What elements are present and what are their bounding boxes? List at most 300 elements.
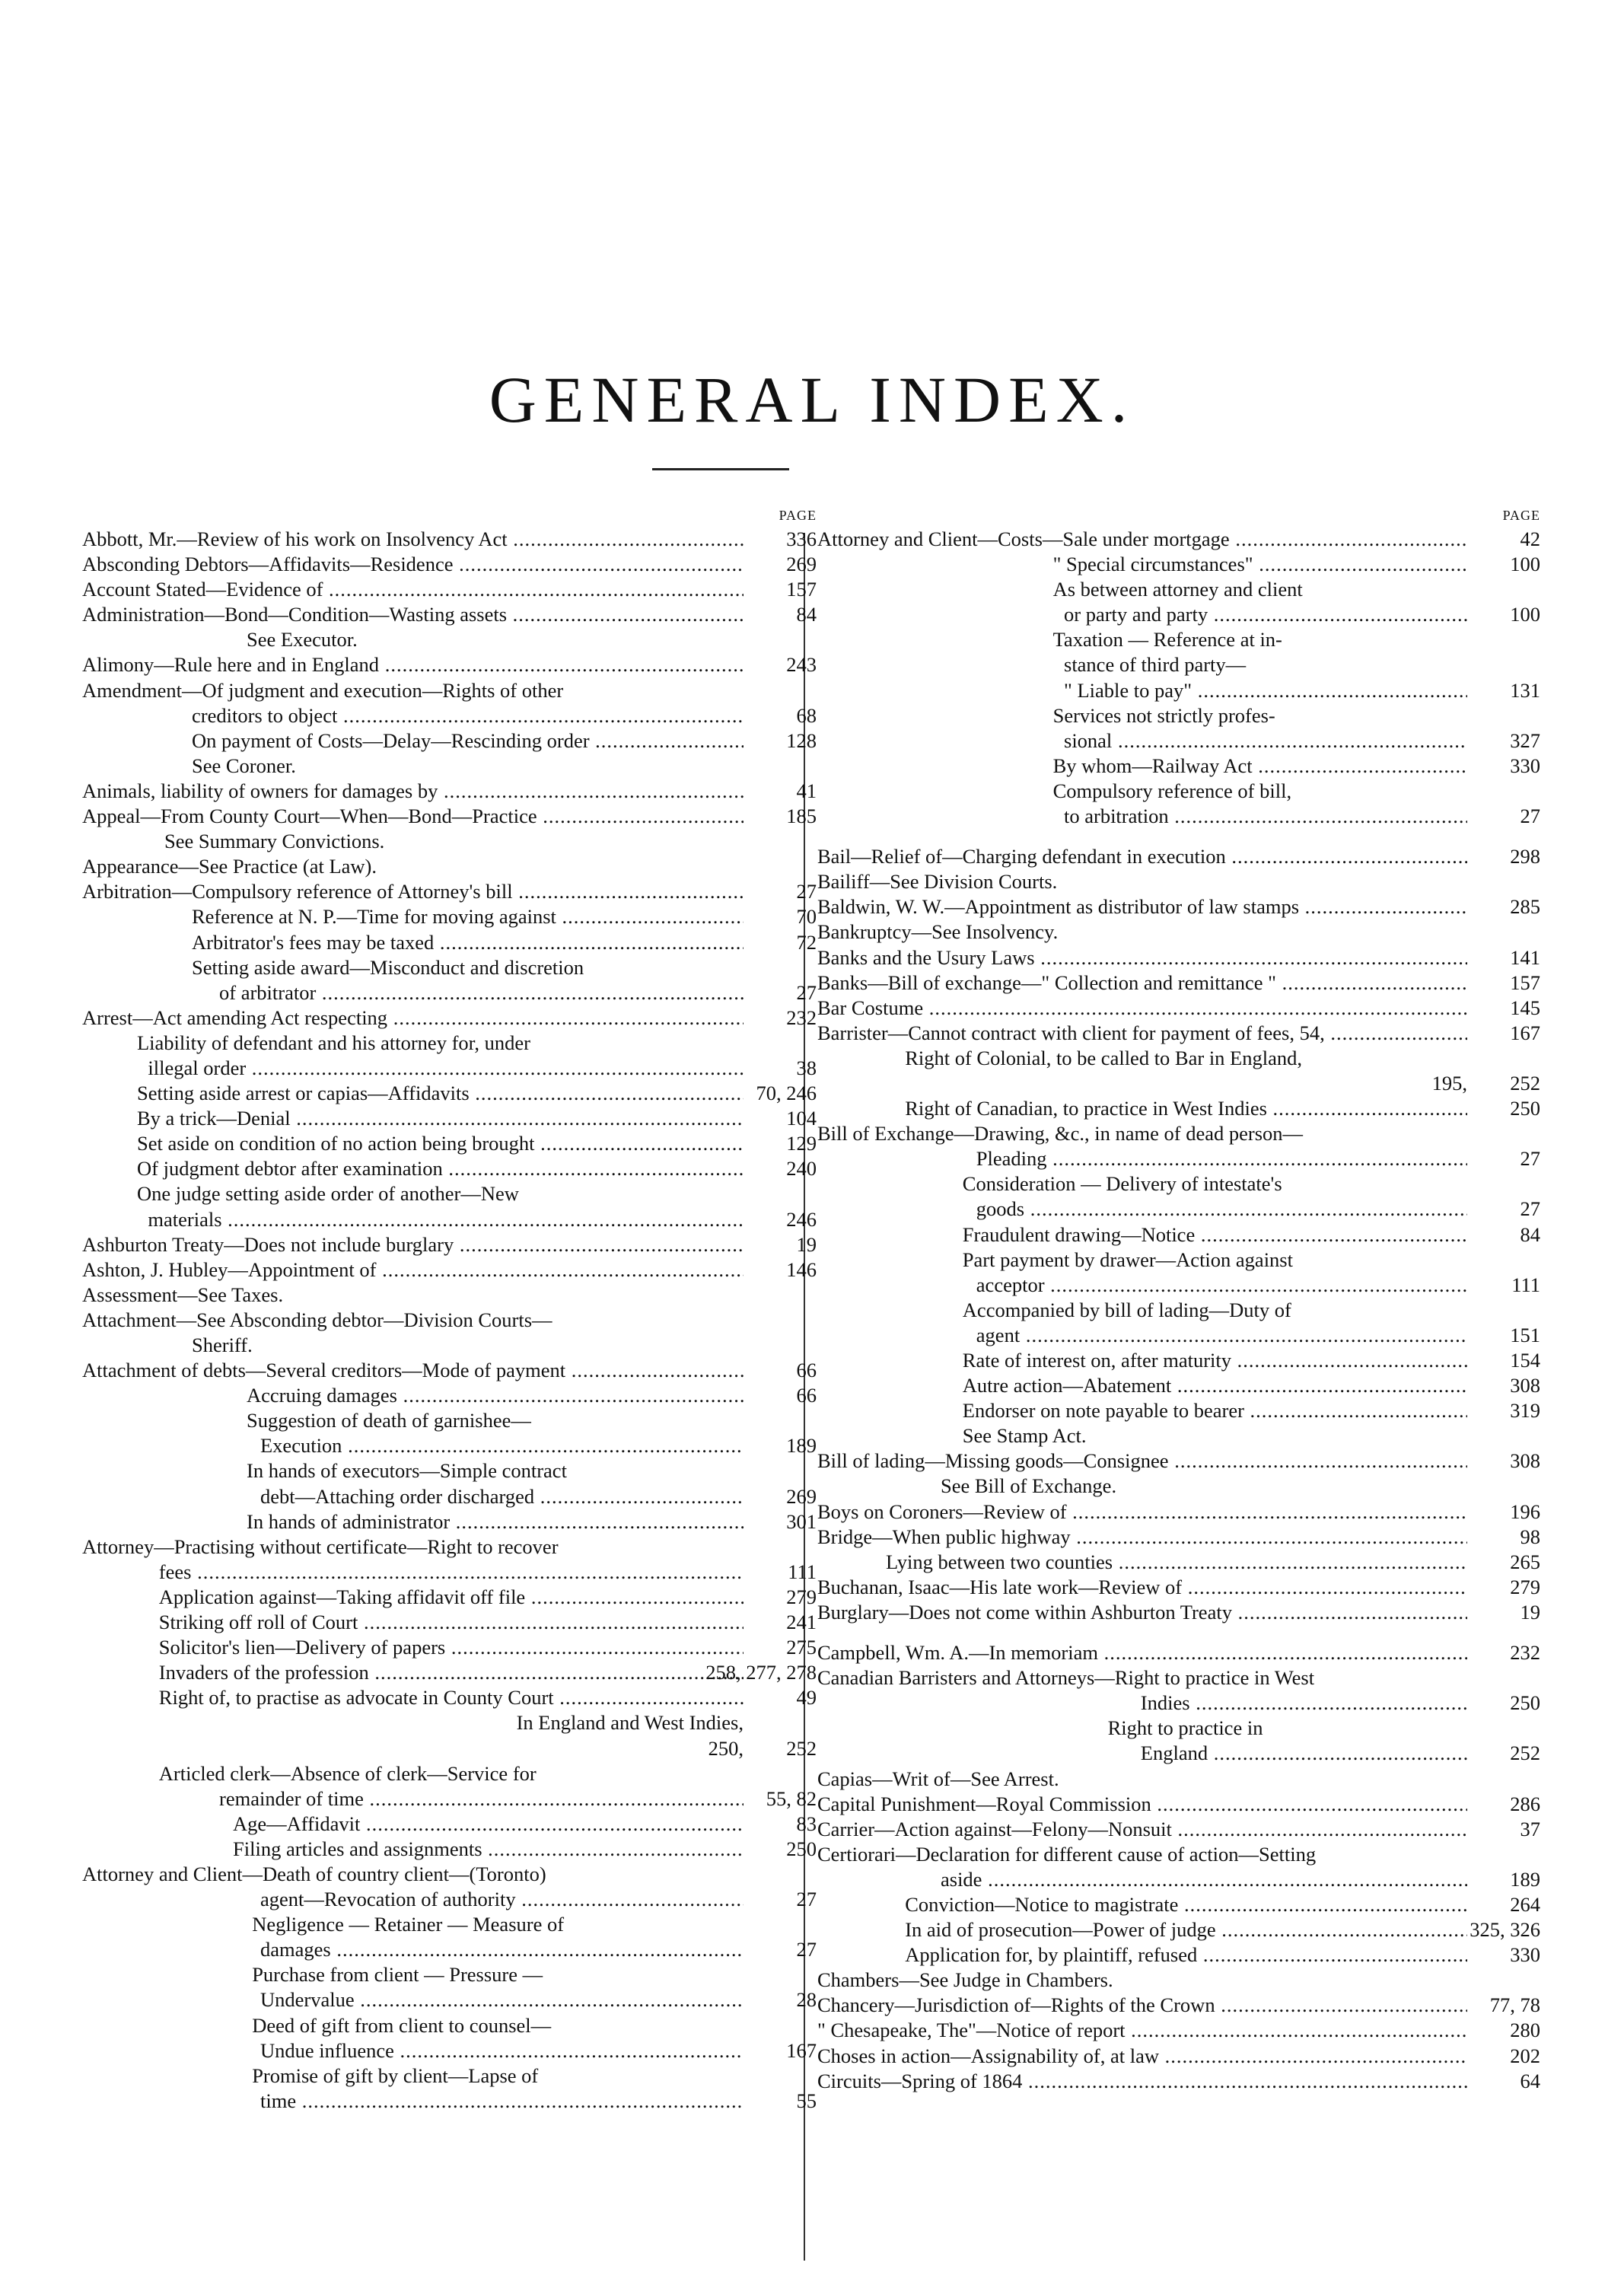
index-entries-left (82, 527, 817, 2114)
entry-page-number: 77, 78 (1489, 1993, 1540, 2017)
entry-text: damages ..... (260, 1937, 744, 1962)
index-entry (82, 552, 817, 577)
entry-text: Ashton, J. Hubley—Appointment of ..... (82, 1257, 744, 1283)
entry-page-number: 19 (796, 1232, 817, 1256)
index-entry (817, 1867, 1540, 1892)
entry-page-number: 38 (796, 1056, 817, 1079)
entry-text: Reference at N. P.—Time for moving against ..... (192, 904, 744, 929)
index-entry (82, 1736, 817, 1761)
section-gap (817, 829, 1540, 844)
entry-text: fees ..... (159, 1560, 744, 1585)
index-entry (82, 955, 817, 980)
entry-page-number: 325, 326 (1470, 1918, 1540, 1942)
entry-text: Conviction—Notice to magistrate ..... (905, 1892, 1467, 1917)
entry-text: Deed of gift from client to counsel— (252, 2013, 552, 2037)
entry-page-number: 70, 246 (756, 1082, 817, 1105)
entry-page-number: 128 (786, 728, 817, 752)
entry-text: Application for, by plaintiff, refused ..... (905, 1942, 1467, 1968)
entry-text: creditors to object ..... (192, 703, 744, 728)
entry-text: Alimony—Rule here and in England ..... (82, 652, 744, 677)
index-entry (817, 1323, 1540, 1348)
entry-page-number: 37 (1520, 1817, 1540, 1840)
entry-page-number: 129 (786, 1132, 817, 1155)
index-entry (817, 2069, 1540, 2094)
entry-text: Assessment—See Taxes. (82, 1283, 284, 1306)
index-entry (82, 527, 817, 552)
index-entry (817, 996, 1540, 1021)
entry-text: As between attorney and client (1052, 578, 1303, 601)
entry-text: Setting aside award—Misconduct and discretion (192, 955, 584, 979)
index-entry (817, 1600, 1540, 1625)
index-entry (82, 1509, 817, 1534)
entry-text: Arbitrator's fees may be taxed ..... (192, 930, 744, 955)
index-entry (817, 1474, 1540, 1499)
entry-text: Bar Costume ..... (817, 996, 1467, 1021)
entry-text: Invaders of the profession ..... (159, 1660, 744, 1685)
index-entry (82, 1383, 817, 1408)
index-entry (82, 1156, 817, 1181)
index-entry (82, 1358, 817, 1383)
entry-text: Choses in action—Assignability of, at law ..... (817, 2044, 1467, 2069)
index-entry (817, 2018, 1540, 2043)
index-entry (817, 527, 1540, 552)
entry-text: illegal order ..... (148, 1056, 744, 1081)
entry-page-number: 252 (1510, 1741, 1540, 1765)
entry-text: Administration—Bond—Condition—Wasting assets ..... (82, 602, 744, 627)
entry-text: Capital Punishment—Royal Commission ..... (817, 1792, 1467, 1817)
entry-page-number: 157 (786, 578, 817, 601)
entry-text: Age—Affidavit ..... (233, 1812, 744, 1837)
index-entry (817, 1171, 1540, 1197)
entry-text: Filing articles and assignments ..... (233, 1837, 744, 1862)
entry-text: Circuits—Spring of 1864 ..... (817, 2069, 1467, 2094)
entry-page-number: 269 (786, 553, 817, 576)
index-entry (82, 904, 817, 929)
entry-text: aside ..... (941, 1867, 1467, 1892)
entry-text: remainder of time ..... (219, 1786, 744, 1812)
index-entry (82, 1081, 817, 1106)
index-entry (82, 1610, 817, 1635)
index-entry (817, 1691, 1540, 1716)
entry-page-number: 246 (786, 1207, 817, 1231)
entry-text: agent ..... (976, 1323, 1467, 1348)
index-entry (82, 1056, 817, 1081)
index-entry (817, 1892, 1540, 1917)
index-entry (817, 1273, 1540, 1298)
entry-page-number: 111 (788, 1560, 817, 1583)
index-entry (817, 627, 1540, 652)
index-entry (82, 1635, 817, 1660)
index-entry (82, 678, 817, 703)
left-column (82, 504, 817, 2114)
index-entry (817, 1525, 1540, 1550)
entry-text: One judge setting aside order of another—New (137, 1182, 519, 1206)
entry-text: Campbell, Wm. A.—In memoriam ..... (817, 1640, 1467, 1665)
entry-text: debt—Attaching order discharged ..... (260, 1484, 744, 1509)
entry-page-number: 100 (1510, 603, 1540, 626)
entry-text: On payment of Costs—Delay—Rescinding order ..... (192, 728, 744, 754)
entry-page-number: 83 (796, 1812, 817, 1835)
index-entry (817, 1917, 1540, 1942)
index-entry (82, 1283, 817, 1308)
index-entry (817, 1146, 1540, 1171)
index-entry (817, 1842, 1540, 1867)
entry-text: Sheriff. (192, 1334, 253, 1356)
entry-page-number: 279 (1510, 1575, 1540, 1598)
index-entry (82, 1207, 817, 1232)
entry-page-number: 279 (786, 1585, 817, 1608)
index-entry (817, 779, 1540, 804)
entry-page-number: 240 (786, 1157, 817, 1181)
index-entry (817, 945, 1540, 970)
entry-page-number: 250 (786, 1837, 817, 1860)
entry-page-number: 27 (1520, 805, 1540, 828)
index-entry (82, 1308, 817, 1333)
entry-text: Right of Canadian, to practice in West Indies ..... (905, 1096, 1467, 1121)
entry-page-number: 68 (796, 703, 817, 727)
entry-text: Accompanied by bill of lading—Duty of (962, 1298, 1291, 1321)
entry-page-number: 258, 277, 278 (705, 1661, 817, 1684)
entry-text: Setting aside arrest or capias—Affidavits ..... (137, 1081, 744, 1106)
index-entry (82, 1408, 817, 1433)
index-entry (82, 754, 817, 779)
index-entry (817, 1021, 1540, 1046)
entry-page-number: 145 (1510, 996, 1540, 1019)
index-entry (82, 602, 817, 627)
entry-text: Autre action—Abatement ..... (963, 1373, 1467, 1398)
entry-text: See Summary Convictions. (164, 830, 385, 853)
index-entry (82, 1761, 817, 1786)
entry-text: Part payment by drawer—Action against (962, 1248, 1293, 1271)
entry-page-number: 49 (796, 1686, 817, 1710)
index-entry (82, 854, 817, 879)
entry-page-number: 252 (786, 1736, 817, 1760)
entry-text: of arbitrator ..... (219, 980, 744, 1005)
index-entry (82, 1433, 817, 1458)
entry-page-number: 27 (1520, 1197, 1540, 1221)
index-entry (817, 1767, 1540, 1792)
entry-text: Appearance—See Practice (at Law). (82, 855, 377, 878)
entry-page-number: 319 (1510, 1399, 1540, 1423)
entry-page-number: 196 (1510, 1499, 1540, 1523)
entry-page-number: 70 (796, 905, 817, 929)
entry-text: Endorser on note payable to bearer ..... (963, 1398, 1467, 1423)
entry-text: Absconding Debtors—Affidavits—Residence ..... (82, 552, 744, 577)
entry-text: agent—Revocation of authority ..... (260, 1887, 744, 1912)
entry-text: Carrier—Action against—Felony—Nonsuit ..... (817, 1817, 1467, 1842)
entry-text: Capias—Writ of—See Arrest. (817, 1767, 1059, 1790)
index-entry (817, 1665, 1540, 1691)
entry-text: Pleading ..... (976, 1146, 1467, 1171)
entry-text: Abbott, Mr.—Review of his work on Insolvency Act ..... (82, 527, 744, 552)
entry-page-number: 111 (1511, 1273, 1540, 1296)
index-entry (82, 1786, 817, 1812)
entry-page-number: 66 (796, 1359, 817, 1382)
entry-page-number: 151 (1510, 1323, 1540, 1346)
entry-text: Execution ..... (260, 1433, 744, 1458)
entry-text: time ..... (260, 2089, 744, 2114)
entry-page-number: 84 (1520, 1222, 1540, 1246)
entry-text: " Special circumstances" ..... (1053, 552, 1467, 577)
entry-page-number: 154 (1510, 1349, 1540, 1372)
index-entry (82, 1962, 817, 1987)
entry-text: Barrister—Cannot contract with client for payment of fees, 54, ..... (817, 1021, 1467, 1046)
page-header-left: PAGE (779, 508, 817, 523)
entry-page-number: 131 (1510, 678, 1540, 702)
entry-page-number: 241 (786, 1611, 817, 1634)
index-entry (82, 703, 817, 728)
index-entry (82, 728, 817, 754)
index-entry (82, 577, 817, 602)
entry-text: Canadian Barristers and Attorneys—Right to practice in West (817, 1666, 1315, 1690)
entry-text: By a trick—Denial ..... (137, 1106, 744, 1131)
entry-page-number: 84 (796, 603, 817, 626)
index-entry (82, 1181, 817, 1206)
entry-text: Lying between two counties ..... (886, 1550, 1467, 1575)
index-entry (817, 678, 1540, 703)
index-entry (817, 652, 1540, 677)
entry-page-number: 28 (796, 1988, 817, 2012)
entry-text: 250, (708, 1736, 744, 1760)
index-entry (82, 2013, 817, 2038)
index-entry (82, 1585, 817, 1610)
entry-text: Attachment—See Absconding debtor—Division Courts— (82, 1308, 552, 1331)
entry-text: Baldwin, W. W.—Appointment as distributor of law stamps ..... (817, 894, 1467, 919)
entry-page-number: 202 (1510, 2044, 1540, 2067)
index-entry (817, 552, 1540, 577)
title-rule (652, 468, 789, 470)
index-entry (82, 1685, 817, 1710)
entry-page-number: 72 (796, 930, 817, 954)
entry-page-number: 104 (786, 1107, 817, 1130)
entry-page-number: 27 (1520, 1147, 1540, 1171)
index-entry (817, 1071, 1540, 1096)
entry-page-number: 64 (1520, 2069, 1540, 2092)
index-entry (817, 1046, 1540, 1071)
index-entry (82, 1987, 817, 2012)
index-entry (817, 1817, 1540, 1842)
entry-page-number: 232 (786, 1005, 817, 1029)
index-entry (82, 779, 817, 804)
entry-text: Burglary—Does not come within Ashburton Treaty ..... (817, 1600, 1467, 1625)
entry-page-number: 100 (1510, 553, 1540, 576)
entry-text: Solicitor's lien—Delivery of papers ..... (159, 1635, 744, 1660)
index-entry (82, 1458, 817, 1483)
entry-page-number: 269 (786, 1484, 817, 1508)
entry-page-number: 167 (786, 2038, 817, 2062)
entry-text: Indies ..... (1141, 1691, 1467, 1716)
entry-page-number: 252 (1510, 1071, 1540, 1095)
index-entry (817, 919, 1540, 945)
entry-text: Boys on Coroners—Review of ..... (817, 1499, 1467, 1525)
entry-page-number: 55, 82 (766, 1786, 817, 1810)
entry-text: Ashburton Treaty—Does not include burglary ..... (82, 1232, 744, 1257)
entry-text: acceptor ..... (976, 1273, 1467, 1298)
index-entry (817, 1792, 1540, 1817)
index-entry (817, 804, 1540, 829)
index-entry (817, 1373, 1540, 1398)
index-entry (82, 1257, 817, 1283)
entry-text: Banks and the Usury Laws ..... (817, 945, 1467, 970)
index-entry (817, 703, 1540, 728)
index-entry (817, 1575, 1540, 1600)
entry-text: Attorney—Practising without certificate—Right to recover (82, 1534, 559, 1558)
index-entry (817, 602, 1540, 627)
entry-page-number: 327 (1510, 728, 1540, 752)
entry-page-number: 189 (1510, 1867, 1540, 1891)
entry-text: Bailiff—See Division Courts. (817, 870, 1058, 894)
index-entry (817, 1096, 1540, 1121)
index-entry (817, 1942, 1540, 1968)
index-entry (817, 1423, 1540, 1448)
entry-page-number: 66 (796, 1384, 817, 1407)
entry-text: Bankruptcy—See Insolvency. (817, 920, 1059, 944)
entry-page-number: 157 (1510, 970, 1540, 994)
index-entry (817, 1716, 1540, 1741)
index-entry (817, 1222, 1540, 1248)
index-entry (82, 1005, 817, 1031)
entry-page-number: 27 (796, 1888, 817, 1911)
entry-text: See Stamp Act. (962, 1424, 1087, 1448)
entry-text: See Executor. (247, 628, 358, 652)
index-entry (82, 879, 817, 904)
index-entry (817, 728, 1540, 754)
entry-text: Attorney and Client—Death of country client—(Toronto) (82, 1862, 546, 1885)
entry-text: Undervalue ..... (260, 1987, 744, 2012)
entry-text: " Liable to pay" ..... (1064, 678, 1467, 703)
entry-page-number: 264 (1510, 1892, 1540, 1916)
entry-page-number: 189 (786, 1434, 817, 1458)
entry-text: Fraudulent drawing—Notice ..... (963, 1222, 1467, 1248)
index-entry (82, 1887, 817, 1912)
entry-text: In aid of prosecution—Power of judge ..... (905, 1917, 1467, 1942)
entry-text: In England and West Indies, (516, 1711, 744, 1735)
entry-text: Arbitration—Compulsory reference of Attorney's bill ..... (82, 879, 744, 904)
entry-text: Chambers—See Judge in Chambers. (817, 1968, 1113, 1992)
entry-text: Animals, liability of owners for damages by ..... (82, 779, 744, 804)
index-entry (82, 2063, 817, 2089)
index-entry (82, 652, 817, 677)
entry-text: Services not strictly profes- (1052, 703, 1275, 727)
index-entry (817, 894, 1540, 919)
index-entry (82, 1534, 817, 1560)
entry-text: Purchase from client — Pressure — (252, 1963, 543, 1987)
entry-text: Chancery—Jurisdiction of—Rights of the Crown ..... (817, 1993, 1467, 2018)
entry-text: By whom—Railway Act ..... (1053, 754, 1467, 779)
entry-text: Arrest—Act amending Act respecting ..... (82, 1005, 744, 1031)
index-entry (817, 1248, 1540, 1273)
index-entry (817, 1398, 1540, 1423)
entry-text: Banks—Bill of exchange—" Collection and remittance " ..... (817, 970, 1467, 996)
index-entry (82, 804, 817, 829)
entry-page-number: 232 (1510, 1641, 1540, 1665)
entry-page-number: 141 (1510, 945, 1540, 969)
entry-page-number: 265 (1510, 1550, 1540, 1573)
entry-text: See Bill of Exchange. (941, 1474, 1117, 1498)
entry-text: Rate of interest on, after maturity ..... (963, 1348, 1467, 1373)
index-entry (82, 1812, 817, 1837)
entry-text: to arbitration ..... (1064, 804, 1467, 829)
entry-text: or party and party ..... (1064, 602, 1467, 627)
index-entry (82, 1106, 817, 1131)
index-entry (817, 1197, 1540, 1222)
entry-page-number: 286 (1510, 1792, 1540, 1815)
entry-text: See Coroner. (192, 754, 296, 777)
entry-page-number: 185 (786, 805, 817, 828)
entry-text: Certiorari—Declaration for different cause of action—Setting (817, 1842, 1317, 1866)
entry-page-number: 280 (1510, 2019, 1540, 2042)
entry-page-number: 27 (796, 980, 817, 1004)
entry-text: Right of, to practise as advocate in County Court ..... (159, 1685, 744, 1710)
index-entry (82, 980, 817, 1005)
index-entry (817, 869, 1540, 894)
index-entry (82, 1862, 817, 1887)
entry-text: Attorney and Client—Costs—Sale under mortgage ..... (817, 527, 1467, 552)
index-entry (817, 1741, 1540, 1766)
entry-page-number: 298 (1510, 845, 1540, 868)
entry-page-number: 55 (796, 2089, 817, 2112)
index-entry (82, 1484, 817, 1509)
entry-page-number: 250 (1510, 1097, 1540, 1120)
entry-text: " Chesapeake, The"—Notice of report ..... (817, 2018, 1467, 2043)
index-entry (82, 1232, 817, 1257)
entry-text: Accruing damages ..... (247, 1383, 744, 1408)
index-entry (82, 1031, 817, 1056)
index-entry (82, 1131, 817, 1156)
entry-page-number: 42 (1520, 527, 1540, 550)
page-header-right: PAGE (1502, 508, 1540, 523)
entry-text: Striking off roll of Court ..... (159, 1610, 744, 1635)
entry-page-number: 308 (1510, 1374, 1540, 1397)
entry-page-number: 27 (796, 1938, 817, 1961)
index-entry (817, 754, 1540, 779)
entry-page-number: 308 (1510, 1449, 1540, 1473)
index-entry (817, 1121, 1540, 1146)
entry-text: Application against—Taking affidavit off file ..... (159, 1585, 744, 1610)
index-entry (82, 2089, 817, 2114)
index-entry (82, 1333, 817, 1358)
index-entry (82, 829, 817, 854)
entry-text: Consideration — Delivery of intestate's (962, 1172, 1282, 1196)
index-entry (817, 1298, 1540, 1323)
entry-page-number: 285 (1510, 895, 1540, 919)
index-entry (817, 970, 1540, 996)
entry-page-number: 336 (786, 527, 817, 550)
entry-page-number: 243 (786, 653, 817, 677)
index-entry (817, 1968, 1540, 1993)
index-entry (82, 1912, 817, 1937)
entry-text: stance of third party— (1064, 653, 1247, 677)
entry-text: England ..... (1141, 1741, 1467, 1766)
entry-text: Right to practice in (1107, 1716, 1263, 1740)
entry-text: Bill of Exchange—Drawing, &c., in name of dead person— (817, 1122, 1304, 1146)
entry-text: Set aside on condition of no action being brought ..... (137, 1131, 744, 1156)
index-entry (817, 844, 1540, 869)
entry-text: In hands of executors—Simple contract (247, 1459, 567, 1483)
entry-text: Articled clerk—Absence of clerk—Service for (158, 1761, 537, 1785)
index-entry (82, 1660, 817, 1685)
index-entry (82, 930, 817, 955)
entry-page-number: 330 (1510, 1943, 1540, 1967)
entry-page-number: 330 (1510, 754, 1540, 777)
index-entry (82, 2038, 817, 2063)
entry-page-number: 146 (786, 1257, 817, 1281)
entry-text: Liability of defendant and his attorney for, under (137, 1031, 530, 1054)
entry-text: Bail—Relief of—Charging defendant in execution ..... (817, 844, 1467, 869)
entry-text: materials ..... (148, 1207, 744, 1232)
entry-text: Bridge—When public highway ..... (817, 1525, 1467, 1550)
entry-text: Account Stated—Evidence of ..... (82, 577, 744, 602)
